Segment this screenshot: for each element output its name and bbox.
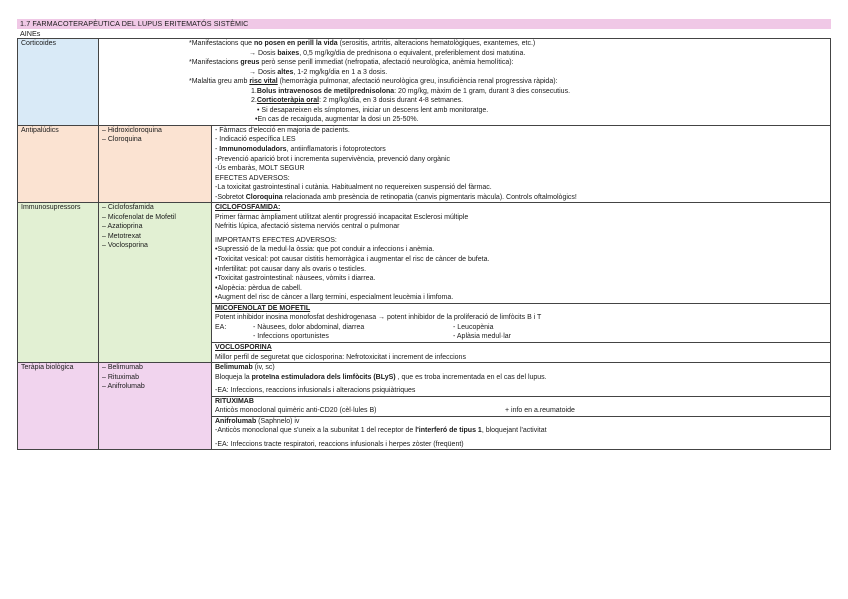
biologica-content: [212, 363, 831, 450]
text-line: Millor perfil de seguretat que ciclosporina: Nefrotoxicitat i increment de infeccions: [215, 353, 466, 361]
section-heading: VOCLOSPORINA: [215, 343, 272, 351]
drug-item: – Cloroquina: [102, 136, 142, 144]
drug-item: – Anifrolumab: [102, 383, 145, 391]
text-line: IMPORTANTS EFECTES ADVERSOS:: [215, 236, 337, 244]
drug-item: – Voclosporina: [102, 242, 148, 250]
drug-item: – Metotrexat: [102, 232, 141, 240]
text-line: Nefritis lúpica, afectació sistema nerviós central o pulmonar: [215, 223, 400, 231]
text-line: -EA: Infeccions tracte respiratori, reaccions infusionals i herpes zòster (freqüent): [215, 440, 464, 448]
document-title: 1.7 FARMACOTERAPÈUTICA DEL LUPUS ERITEMATÓS SISTÈMIC: [17, 19, 831, 29]
text-line: *Manifestacions que no posen en perill la vida (serositis, artritis, alteracions hematològiques, exantemes, etc.): [189, 40, 536, 47]
ea-item: - Nàusees, dolor abdominal, diarrea: [253, 323, 365, 331]
row-antipaludics: [18, 125, 831, 202]
section-heading: MICOFENOLAT DE MOFETIL: [215, 304, 311, 312]
section-heading: RITUXIMAB: [215, 397, 254, 405]
text-line: - Fàrmacs d'elecció en majoria de pacients.: [215, 126, 350, 134]
text-line: -EA: Infeccions, reaccions infusionals i alteracions psiquiàtriques: [215, 387, 416, 395]
text-line: -La toxicitat gastrointestinal i cutània. Habitualment no requereixen suspensió del fàrmac.: [215, 184, 492, 192]
text-line: -Prevenció aparició brot i incrementa supervivència, prevenció dany orgànic: [215, 155, 451, 163]
drug-item: – Hidroxicloroquina: [102, 126, 162, 134]
category-immunosupressors: Immunosupressors: [18, 203, 99, 363]
section-heading: CICLOFOSFAMIDA:: [215, 204, 281, 212]
document-page: [17, 19, 831, 450]
belimumab-section: [215, 363, 827, 396]
text-line: -Sobretot Cloroquina relacionada amb presència de retinopatia (canvis pigmentaris màcula). Controls oftalmològics!: [215, 193, 577, 201]
adverse-effects-grid: [215, 323, 827, 333]
anifrolumab-section: [212, 416, 830, 450]
drug-item: – Ciclofosfamida: [102, 204, 154, 212]
ciclofosfamida-section: [215, 203, 827, 302]
ea-item: - Leucopènia: [453, 323, 494, 331]
text-line: *Malaltia greu amb risc vital (hemorràgia pulmonar, afectació neurològica greu, insuficiència renal progressiva ràpida):: [189, 78, 558, 86]
ea-item: - Aplàsia medul·lar: [453, 333, 511, 341]
row-biologica: [18, 363, 831, 450]
category-corticoides: Corticoides: [18, 39, 99, 126]
immunosupressors-content: [212, 203, 831, 363]
drug-item: – Belimumab: [102, 364, 143, 372]
text-line: •Augment del risc de càncer a llarg termini, especialment leucèmia i limfoma.: [215, 294, 454, 302]
text-line: •Supressió de la medul·la òssia: que pot conduir a infeccions i anèmia.: [215, 246, 435, 254]
corticoides-content: [99, 39, 831, 126]
text-line: •Alopècia: pèrdua de cabell.: [215, 284, 302, 292]
text-line: Bloqueja la proteïna estimuladora dels limfòcits (BLyS) , que es troba incrementada en el cas del lupus.: [215, 373, 547, 381]
aines-label: AINEs: [20, 29, 41, 38]
text-line: EFECTES ADVERSOS:: [215, 174, 290, 182]
category-antipaludics: Antipalúdics: [18, 125, 99, 202]
drug-item: – Rituximab: [102, 373, 139, 381]
text-line: -Anticòs monoclonal que s'uneix a la subunitat 1 del receptor de l'interferó de tipus 1, bloquejant l'activitat: [215, 427, 547, 435]
row-immunosupressors: [18, 203, 831, 363]
text-line: •Toxicitat vesical: pot causar cistitis hemorràgica i augmentar el risc de càncer de bufeta.: [215, 256, 490, 264]
drug-item: – Azatioprina: [102, 223, 143, 231]
row-corticoides: [18, 39, 831, 126]
drug-list-immunosupressors: [99, 203, 212, 363]
text-line: 1.Bolus intravenosos de metilprednisolona: 20 mg/kg, màxim de 1 gram, durant 3 dies consecutius.: [251, 87, 571, 95]
ea-label: EA:: [215, 323, 227, 331]
text-line: Anticòs monoclonal quimèric anti-CD20 (cèl·lules B) + info en a.reumatoide: [215, 407, 575, 415]
voclosporina-section: [212, 342, 830, 362]
text-line: •Infertilitat: pot causar dany als ovaris o testicles.: [215, 265, 367, 273]
text-line: • Si desapareixen els símptomes, iniciar un descens lent amb monitoratge.: [257, 106, 489, 114]
text-line: -Ús embaràs, MOLT SEGUR: [215, 165, 305, 173]
adverse-effects-grid: [215, 332, 827, 342]
text-line: *Manifestacions greus però sense perill immediat (nefropatia, afectació neurològica, anèmia hemolítica):: [189, 59, 514, 67]
section-heading: Anifrolumab (Saphnelo) iv: [215, 417, 300, 425]
text-line: 2.Corticoteràpia oral: 2 mg/kg/dia, en 3 dosis durant 4-8 setmanes.: [251, 97, 464, 105]
text-line: Potent inhibidor inosina monofosfat deshidrogenasa → potent inhibidor de la proliferació de limfòcits B i T: [215, 314, 542, 322]
drug-table: [17, 38, 831, 450]
text-line: - Immunomoduladors, antiinflamatoris i fotoprotectors: [215, 146, 386, 154]
text-line: - Indicació específica LES: [215, 136, 296, 144]
drug-list-antipaludics: [99, 125, 212, 202]
text-line: •En cas de recaiguda, augmentar la dosi un 25-50%.: [255, 116, 419, 124]
rituximab-section: [212, 396, 830, 416]
section-heading: Belimumab (iv, sc): [215, 364, 275, 372]
text-line: → Dosis altes, 1-2 mg/kg/dia en 1 a 3 dosis.: [249, 68, 388, 76]
drug-list-biologica: [99, 363, 212, 450]
antipaludics-content: [212, 125, 831, 202]
text-line: Primer fàrmac àmpliament utilitzat alentir progressió incapacitat Esclerosi múltiple: [215, 213, 469, 221]
micofenolat-section: [212, 303, 830, 342]
text-line: → Dosis baixes, 0,5 mg/kg/dia de prednisona o equivalent, preferiblement dosi matutina.: [249, 49, 526, 57]
drug-item: – Micofenolat de Mofetil: [102, 213, 176, 221]
ea-item: - Infeccions oportunistes: [253, 333, 329, 341]
text-line: •Toxicitat gastrointestinal: nàusees, vòmits i diarrea.: [215, 275, 376, 283]
category-biologica: Teràpia biològica: [18, 363, 99, 450]
